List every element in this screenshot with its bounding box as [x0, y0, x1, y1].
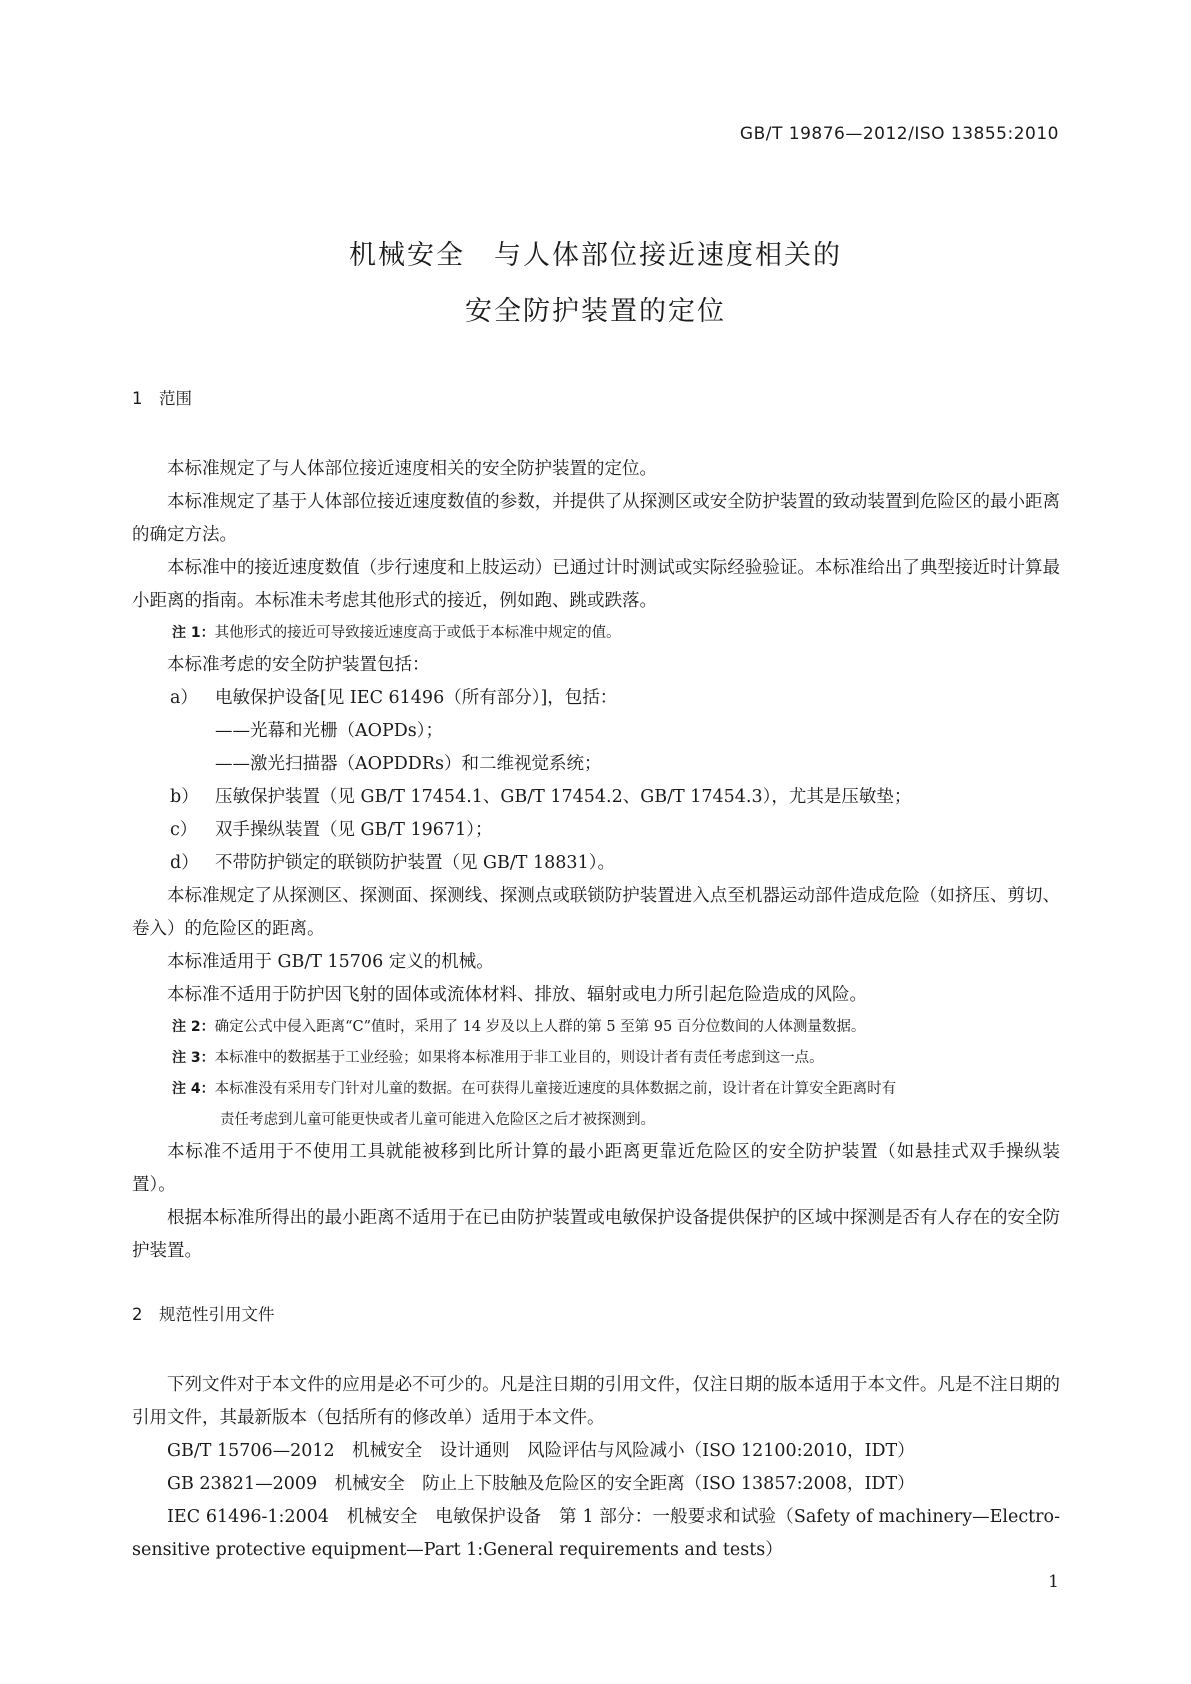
note-label: 注 2： [172, 1019, 215, 1035]
note-4 [132, 1074, 1060, 1105]
document-title [0, 228, 1191, 340]
note-label: 注 3： [172, 1050, 215, 1066]
paragraph: 下列文件对于本文件的应用是必不可少的。凡是注日期的引用文件，仅注日期的版本适用于本文件。凡是不注日期的引用文件，其最新版本（包括所有的修改单）适用于本文件。 [132, 1375, 1060, 1428]
list-item-text: 电敏保护设备[见 IEC 61496（所有部分）]，包括： [215, 688, 618, 708]
note-4-continuation: 责任考虑到儿童可能更快或者儿童可能进入危险区之后才被探测到。 [220, 1112, 655, 1128]
title-line-1: 机械安全 与人体部位接近速度相关的 [349, 240, 842, 271]
list-item-text: 压敏保护装置（见 GB/T 17454.1、GB/T 17454.2、GB/T 17454.3），尤其是压敏垫； [215, 787, 912, 807]
note-text: 本标准没有采用专门针对儿童的数据。在可获得儿童接近速度的具体数据之前，设计者在计算安全距离时有 [214, 1081, 897, 1097]
list-item-d [132, 847, 1060, 880]
paragraph: 本标准不适用于防护因飞射的固体或流体材料、排放、辐射或电力所引起危险造成的风险。 [167, 985, 867, 1005]
note-2 [132, 1012, 1060, 1043]
reference-entry: GB/T 15706—2012 机械安全 设计通则 风险评估与风险减小（ISO 12100:2010，IDT） [167, 1441, 915, 1461]
dash-item: ——光幕和光栅（AOPDs）； [215, 721, 444, 741]
section-2-heading: 2 规范性引用文件 [132, 1305, 275, 1324]
list-marker: c） [170, 820, 198, 840]
section-1-heading: 1 范围 [132, 389, 192, 408]
reference-entry: GB 23821—2009 机械安全 防止上下肢触及危险区的安全距离（ISO 13857:2008，IDT） [167, 1474, 915, 1494]
list-item-a [132, 682, 1060, 715]
document-body [132, 382, 1060, 1567]
paragraph: 本标准规定了基于人体部位接近速度数值的参数，并提供了从探测区或安全防护装置的致动装置到危险区的最小距离的确定方法。 [132, 492, 1060, 545]
note-label: 注 1： [172, 625, 215, 641]
list-item-c [132, 814, 1060, 847]
note-text: 确定公式中侵入距离“C”值时，采用了 14 岁及以上人群的第 5 至第 95 百分位数间的人体测量数据。 [214, 1019, 866, 1035]
note-label: 注 4： [172, 1081, 215, 1097]
list-item-text: 双手操纵装置（见 GB/T 19671）； [215, 820, 493, 840]
paragraph: 本标准适用于 GB/T 15706 定义的机械。 [167, 952, 494, 972]
note-1 [132, 618, 1060, 649]
note-3 [132, 1043, 1060, 1074]
standard-id: GB/T 19876—2012/ISO 13855:2010 [739, 124, 1059, 144]
list-item-b [132, 781, 1060, 814]
dash-item: ——激光扫描器（AOPDDRs）和二维视觉系统； [215, 754, 602, 774]
note-text: 本标准中的数据基于工业经验；如果将本标准用于非工业目的，则设计者有责任考虑到这一点。 [214, 1050, 824, 1066]
page-number: 1 [1048, 1572, 1059, 1592]
title-line-2: 安全防护装置的定位 [465, 296, 726, 327]
note-text: 其他形式的接近可导致接近速度高于或低于本标准中规定的值。 [214, 625, 621, 641]
paragraph: 根据本标准所得出的最小距离不适用于在已由防护装置或电敏保护设备提供保护的区域中探测是否有人存在的安全防护装置。 [132, 1208, 1060, 1261]
list-marker: a） [170, 688, 198, 708]
paragraph: 本标准规定了从探测区、探测面、探测线、探测点或联锁防护装置进入点至机器运动部件造成危险（如挤压、剪切、卷入）的危险区的距离。 [132, 886, 1060, 939]
list-marker: b） [170, 787, 199, 807]
list-item-text: 不带防护锁定的联锁防护装置（见 GB/T 18831）。 [215, 853, 615, 873]
paragraph: 本标准中的接近速度数值（步行速度和上肢运动）已通过计时测试或实际经验验证。本标准给出了典型接近时计算最小距离的指南。本标准未考虑其他形式的接近，例如跑、跳或跌落。 [132, 558, 1060, 611]
reference-entry: IEC 61496-1:2004 机械安全 电敏保护设备 第 1 部分：一般要求和试验（Safety of machinery—Electro-sensitive protective equipment—Part 1:General requirements and tests） [132, 1507, 1060, 1560]
list-marker: d） [170, 853, 199, 873]
paragraph: 本标准考虑的安全防护装置包括： [167, 655, 430, 675]
paragraph: 本标准不适用于不使用工具就能被移到比所计算的最小距离更靠近危险区的安全防护装置（如悬挂式双手操纵装置）。 [132, 1142, 1060, 1195]
paragraph: 本标准规定了与人体部位接近速度相关的安全防护装置的定位。 [167, 459, 657, 479]
